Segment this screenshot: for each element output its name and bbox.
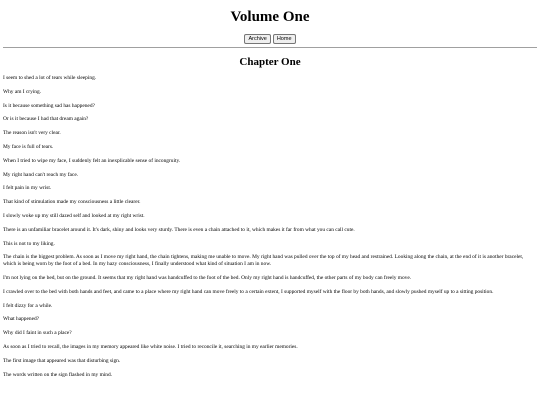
paragraph: When I tried to wipe my face, I suddenly felt an inexplicable sense of incongruity. [3, 157, 181, 164]
paragraph: Or is it because I had that dream again? [3, 116, 89, 123]
paragraph: As soon as I tried to recall, the images in my memory appeared like white noise. I tried to reconcile it, searching in my earlier memories. [3, 343, 298, 350]
paragraph: The reason isn't very clear. [3, 130, 61, 137]
paragraph: That kind of stimulation made my consciousness a little clearer. [3, 199, 141, 206]
paragraph: There is an unfamiliar bracelet around it. It's dark, shiny and looks very sturdy. There is even a chain attached to it, which makes it far from what you can call cute. [3, 226, 355, 233]
paragraph: My right hand can't reach my face. [3, 171, 79, 178]
chapter-title: Chapter One [239, 56, 301, 68]
paragraph: I crawled over to the bed with both hands and feet, and came to a place where my right hand can move freely to a certain extent, I supported myself with the floor by both hands, and slowly pushed myself up to a sitting position. [3, 288, 494, 295]
nav-bar [0, 34, 540, 44]
paragraph: The chain is the biggest problem. As soon as I move my right hand, the chain tightens, making me unable to move. My right hand was pulled over the top of my head and restrained. Looking along the chain, at the end of it is another bracelet, which is being worn by the foot of a bed. In my hazy consciousness, I finally understood what kind of situation I am in now. [3, 254, 524, 268]
paragraph: Why am I crying. [3, 88, 42, 95]
paragraph: My face is full of tears. [3, 143, 54, 150]
paragraph: I'm not lying on the bed, but on the ground. It seems that my right hand was handcuffed to the foot of the bed. Only my right hand is handcuffed, the other parts of my body can freely move. [3, 274, 412, 281]
paragraph: Is it because something sad has happened? [3, 102, 95, 109]
paragraph: I seem to shed a lot of tears while sleeping. [3, 75, 97, 81]
paragraph: What happened? [3, 316, 40, 323]
archive-button[interactable]: Archive [244, 34, 270, 44]
paragraph: I felt pain in my wrist. [3, 185, 52, 192]
paragraph: The words written on the sign flashed in my mind. [3, 371, 112, 378]
paragraph: Why did I faint in such a place? [3, 330, 72, 337]
paragraph: The first image that appeared was that disturbing sign. [3, 357, 121, 364]
home-button[interactable]: Home [273, 34, 296, 44]
volume-title: Volume One [230, 9, 310, 25]
paragraph: This is not to my liking. [3, 240, 55, 247]
paragraph: I slowly woke up my still dazed self and looked at my right wrist. [3, 212, 145, 219]
paragraph: I felt dizzy for a while. [3, 302, 53, 309]
chapter-content [0, 75, 540, 378]
header-divider [3, 47, 537, 48]
